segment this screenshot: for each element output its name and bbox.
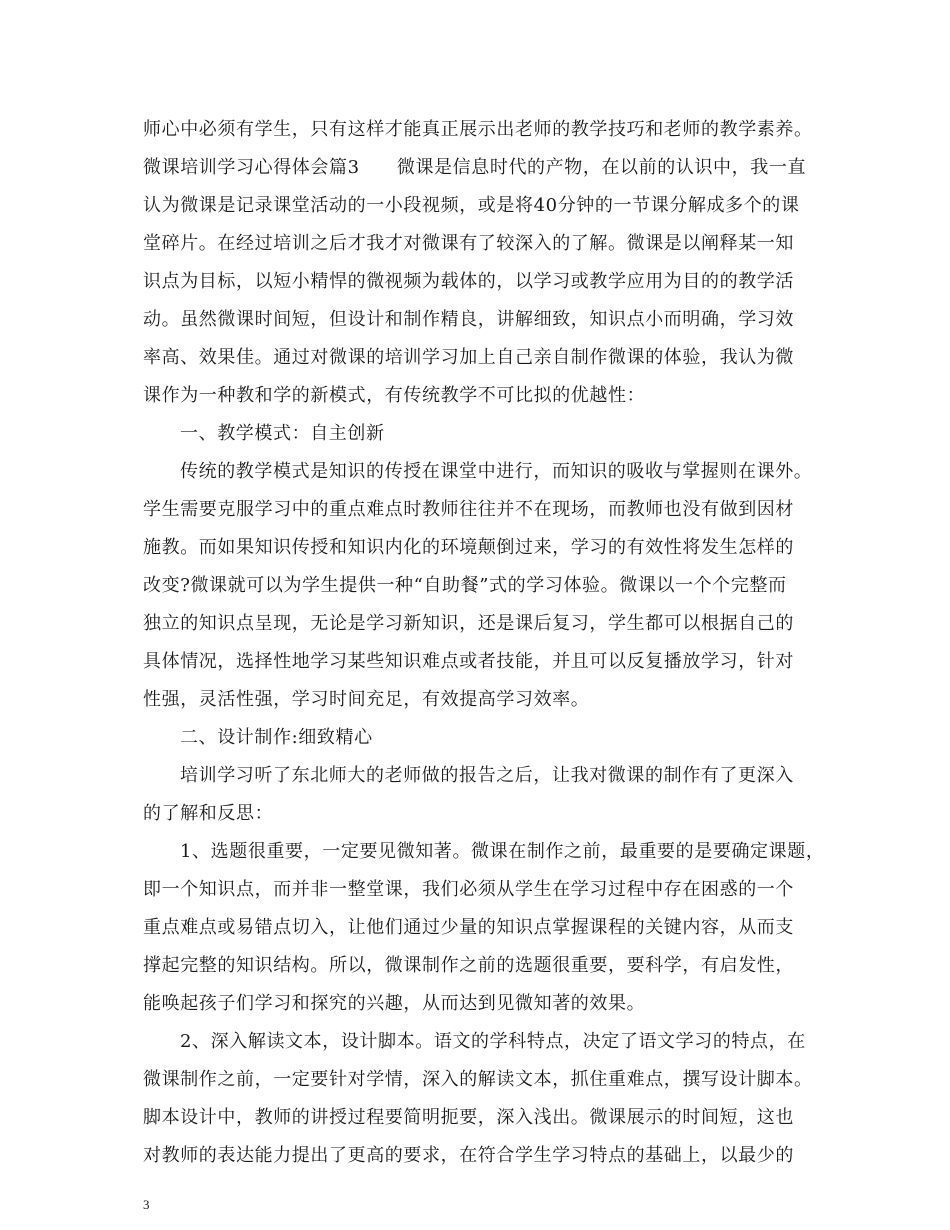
text-line: 改变?微课就可以为学生提供一种“自助餐”式的学习体验。微课以一个个完整而 <box>143 575 787 596</box>
section-heading: 二、设计制作:细致精心 <box>180 727 373 748</box>
text-line: 撑起完整的知识结构。所以，微课制作之前的选题很重要，要科学，有启发性， <box>143 955 794 976</box>
text-line: 能唤起孩子们学习和探究的兴趣，从而达到见微知著的效果。 <box>143 993 646 1014</box>
text-line: 微课制作之前，一定要针对学情，深入的解读文本，抓住重难点，撰写设计脚本。 <box>143 1069 813 1090</box>
text-line: 微课培训学习心得体会篇3 微课是信息时代的产物，在以前的认识中，我一直 <box>143 157 807 178</box>
text-line: 的了解和反思： <box>143 803 274 824</box>
text-line: 脚本设计中，教师的讲授过程要简明扼要，深入浅出。微课展示的时间短，这也 <box>143 1107 794 1128</box>
text-line: 独立的知识点呈现，无论是学习新知识，还是课后复习，学生都可以根据自己的 <box>143 613 794 634</box>
text-line: 动。虽然微课时间短，但设计和制作精良，讲解细致，知识点小而明确，学习效 <box>143 309 794 330</box>
text-line: 即一个知识点，而并非一整堂课，我们必须从学生在学习过程中存在困惑的一个 <box>143 879 794 900</box>
text-line: 堂碎片。在经过培训之后才我才对微课有了较深入的了解。微课是以阐释某一知 <box>143 233 794 254</box>
text-line: 率高、效果佳。通过对微课的培训学习加上自己亲自制作微课的体验，我认为微 <box>143 347 794 368</box>
text-line: 性强，灵活性强，学习时间充足，有效提高学习效率。 <box>143 689 590 710</box>
text-line: 2、深入解读文本，设计脚本。语文的学科特点，决定了语文学习的特点，在 <box>180 1031 806 1052</box>
text-line: 课作为一种教和学的新模式，有传统教学不可比拟的优越性： <box>143 385 646 406</box>
text-line: 施教。而如果知识传授和知识内化的环境颠倒过来，学习的有效性将发生怎样的 <box>143 537 794 558</box>
text-line: 对教师的表达能力提出了更高的要求，在符合学生学习特点的基础上，以最少的 <box>143 1145 794 1166</box>
text-line: 具体情况，选择性地学习某些知识难点或者技能，并且可以反复播放学习，针对 <box>143 651 794 672</box>
text-line: 识点为目标，以短小精悍的微视频为载体的，以学习或教学应用为目的的教学活 <box>143 271 794 292</box>
text-line: 1、选题很重要，一定要见微知著。微课在制作之前，最重要的是要确定课题， <box>180 841 825 862</box>
text-line: 师心中必须有学生，只有这样才能真正展示出老师的教学技巧和老师的教学素养。 <box>143 119 813 140</box>
text-line: 学生需要克服学习中的重点难点时教师往往并不在现场，而教师也没有做到因材 <box>143 499 794 520</box>
text-line: 认为微课是记录课堂活动的一小段视频，或是将40分钟的一节课分解成多个的课 <box>143 195 800 216</box>
text-line: 培训学习听了东北师大的老师做的报告之后，让我对微课的制作有了更深入 <box>180 765 794 786</box>
text-line: 传统的教学模式是知识的传授在课堂中进行，而知识的吸收与掌握则在课外。 <box>180 461 813 482</box>
section-heading: 一、教学模式：自主创新 <box>180 423 385 444</box>
page-number: 3 <box>143 1197 150 1212</box>
text-line: 重点难点或易错点切入，让他们通过少量的知识点掌握课程的关键内容，从而支 <box>143 917 794 938</box>
